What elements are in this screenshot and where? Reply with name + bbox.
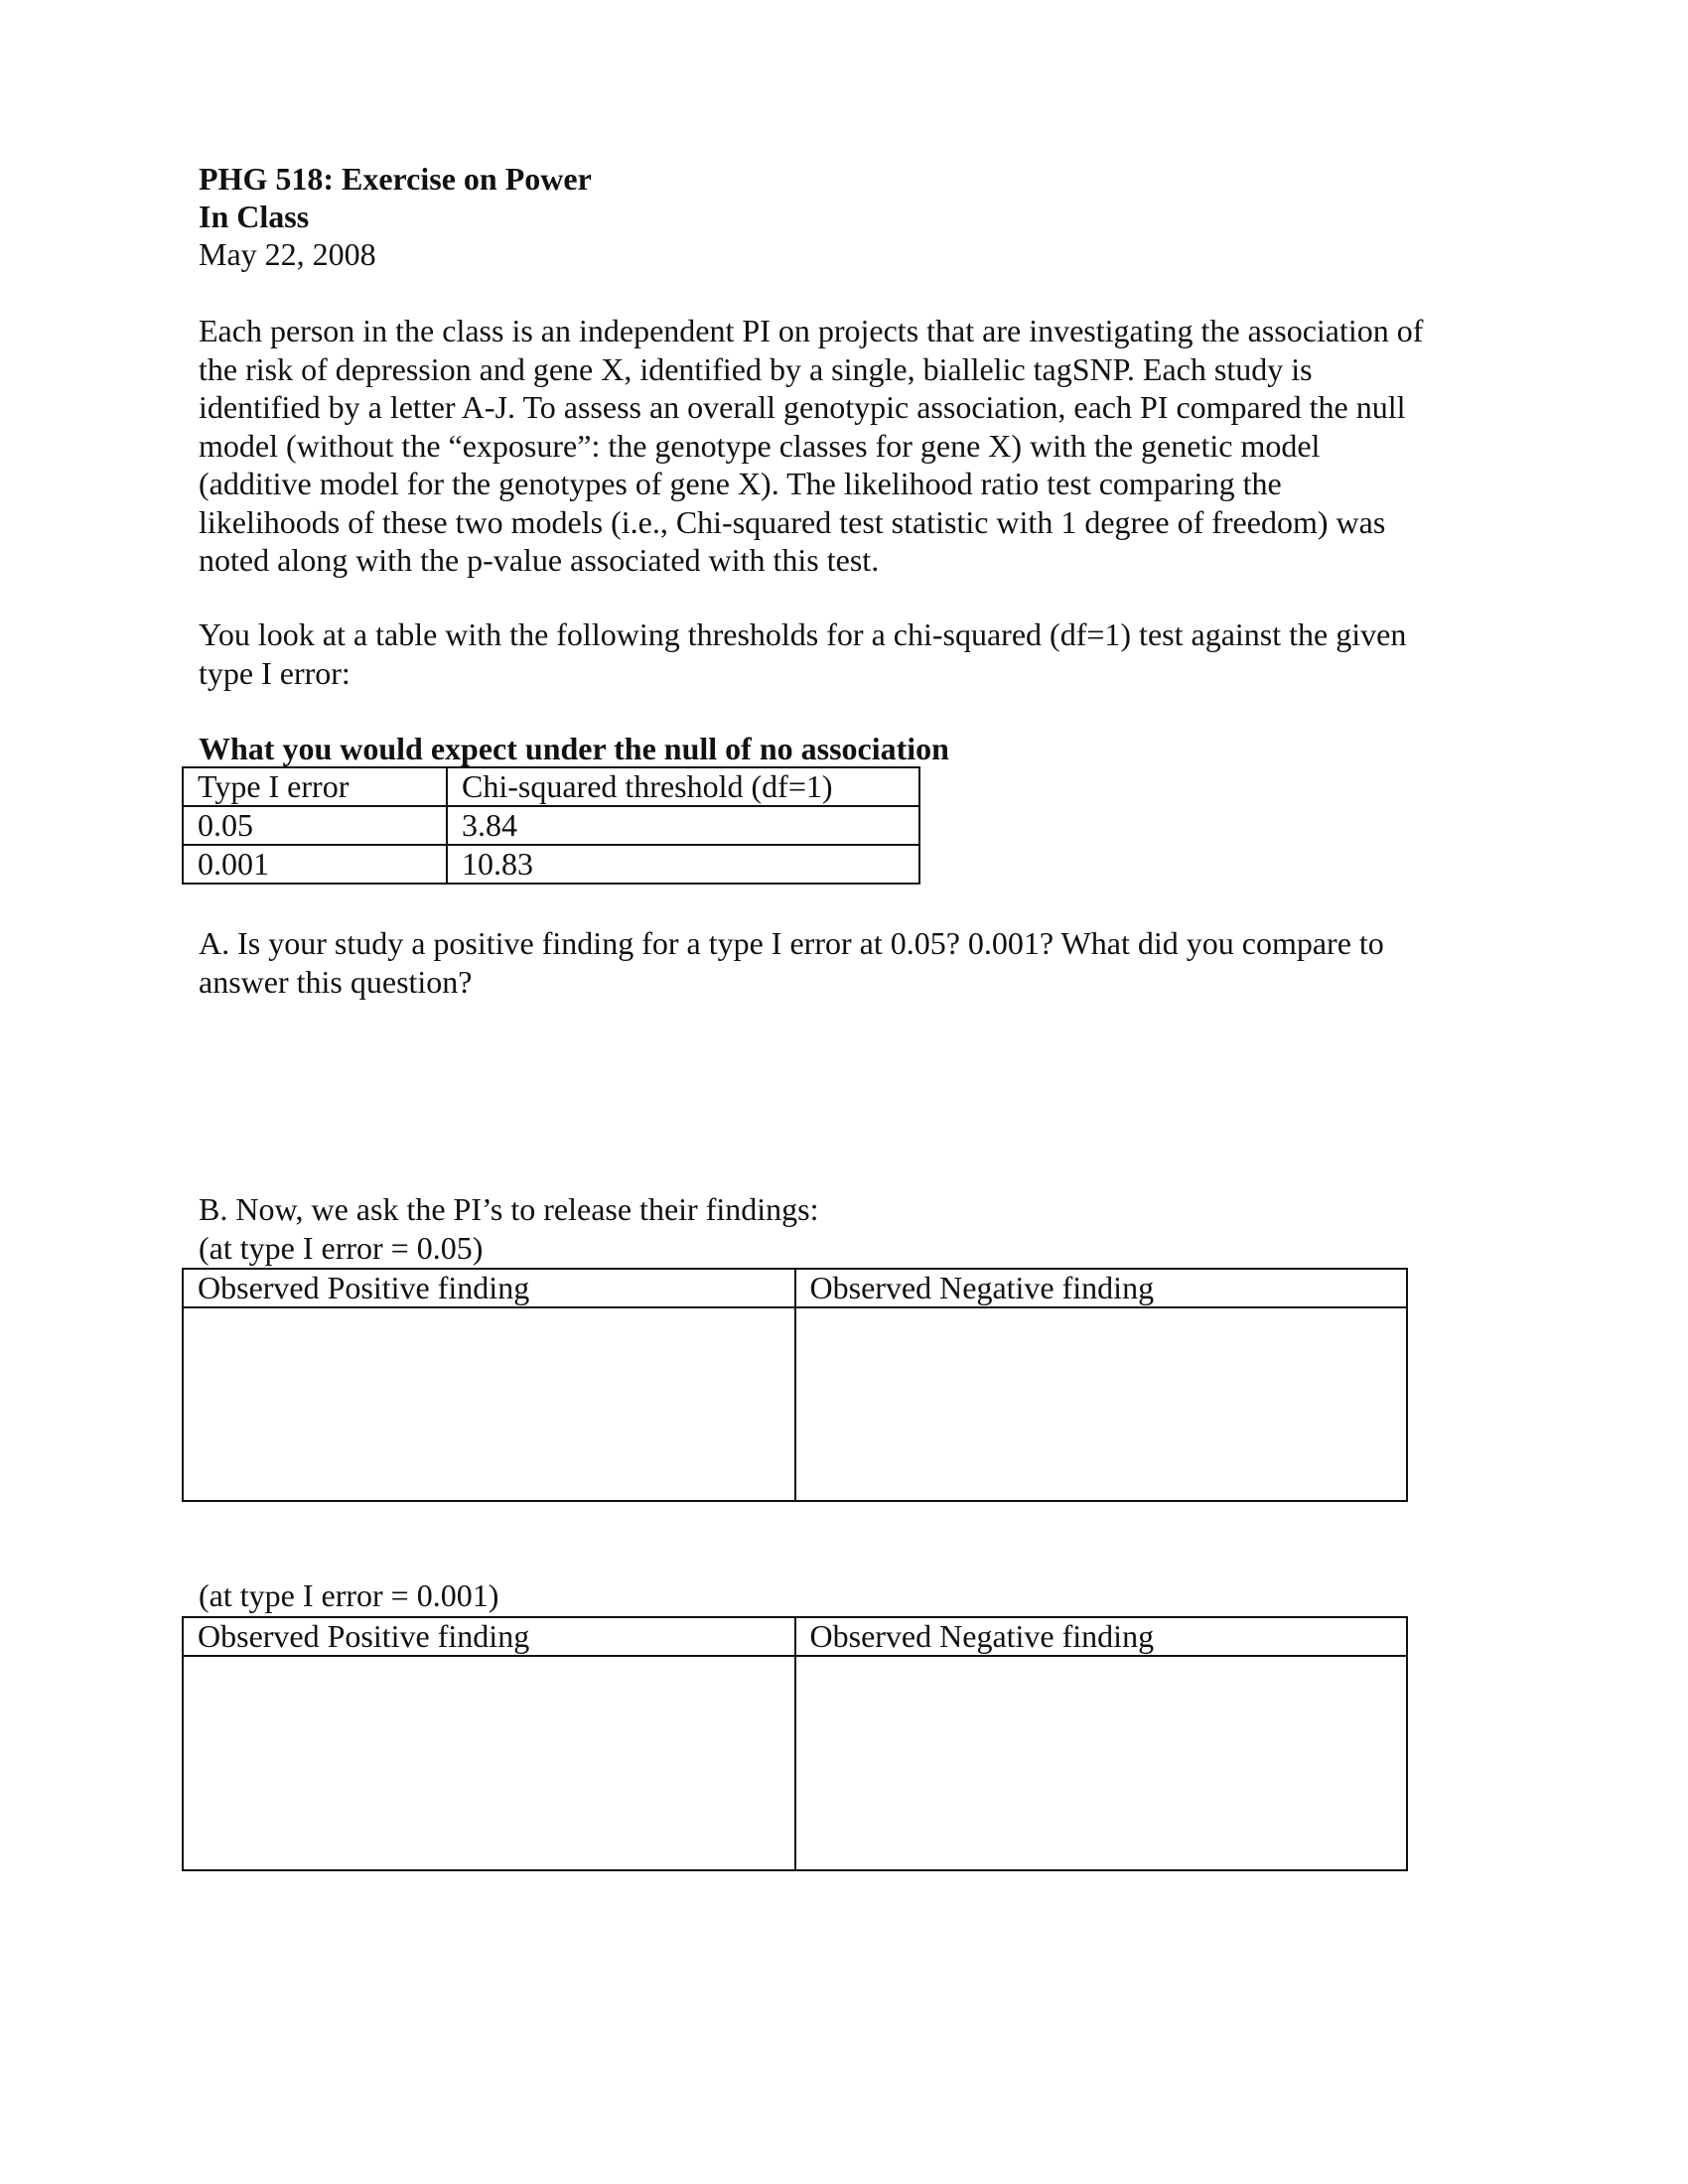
column-header: Type I error	[183, 767, 447, 806]
column-header: Observed Positive finding	[183, 1617, 795, 1656]
intro-line: likelihoods of these two models (i.e., Chi-squared test statistic with 1 degree of freedom) was	[199, 503, 1386, 540]
document-date: May 22, 2008	[199, 236, 376, 272]
table-cell: 3.84	[447, 806, 919, 845]
threshold-intro-line: You look at a table with the following thresholds for a chi-squared (df=1) test against the given	[199, 616, 1407, 652]
table-row	[183, 845, 919, 884]
document-subtitle: In Class	[199, 199, 310, 234]
table-row	[183, 806, 919, 845]
table-cell: 0.001	[183, 845, 447, 884]
intro-line: noted along with the p-value associated with this test.	[199, 542, 880, 578]
threshold-intro-line: type I error:	[199, 654, 351, 691]
column-header: Chi-squared threshold (df=1)	[447, 767, 919, 806]
findings-table-0001	[182, 1616, 1408, 1871]
question-a	[199, 924, 1384, 1001]
table-row	[183, 1656, 1407, 1870]
threshold-table	[182, 766, 920, 885]
table-cell: 10.83	[447, 845, 919, 884]
table-cell: 0.05	[183, 806, 447, 845]
column-header: Observed Negative finding	[795, 1617, 1408, 1656]
positive-findings-answer-area[interactable]	[183, 1307, 795, 1501]
question-b-prompt: B. Now, we ask the PI’s to release their findings:	[199, 1191, 819, 1227]
intro-line: (additive model for the genotypes of gene X). The likelihood ratio test comparing the	[199, 466, 1282, 501]
table-row	[183, 1307, 1407, 1501]
negative-findings-answer-area[interactable]	[795, 1307, 1408, 1501]
findings-table-005	[182, 1268, 1408, 1502]
table-header-row	[183, 767, 919, 806]
threshold-intro-paragraph	[199, 615, 1406, 692]
table-header-row	[183, 1269, 1407, 1307]
column-header: Observed Negative finding	[795, 1269, 1408, 1307]
column-header: Observed Positive finding	[183, 1269, 795, 1307]
question-a-line: A. Is your study a positive finding for a type I error at 0.05? 0.001? What did you compare to	[199, 925, 1384, 961]
question-a-line: answer this question?	[199, 963, 473, 1000]
findings-label-005: (at type I error = 0.05)	[199, 1230, 484, 1266]
intro-paragraph	[199, 312, 1423, 580]
intro-line: model (without the “exposure”: the genotype classes for gene X) with the genetic model	[199, 427, 1321, 464]
threshold-table-heading: What you would expect under the null of no association	[199, 731, 949, 766]
intro-line: the risk of depression and gene X, identified by a single, biallelic tagSNP. Each study is	[199, 350, 1313, 387]
intro-line: identified by a letter A-J. To assess an overall genotypic association, each PI compared the null	[199, 389, 1406, 425]
negative-findings-answer-area[interactable]	[795, 1656, 1408, 1870]
table-header-row	[183, 1617, 1407, 1656]
document-title: PHG 518: Exercise on Power	[199, 161, 592, 197]
positive-findings-answer-area[interactable]	[183, 1656, 795, 1870]
findings-label-0001: (at type I error = 0.001)	[199, 1577, 499, 1613]
intro-line: Each person in the class is an independent PI on projects that are investigating the association of	[199, 313, 1424, 348]
